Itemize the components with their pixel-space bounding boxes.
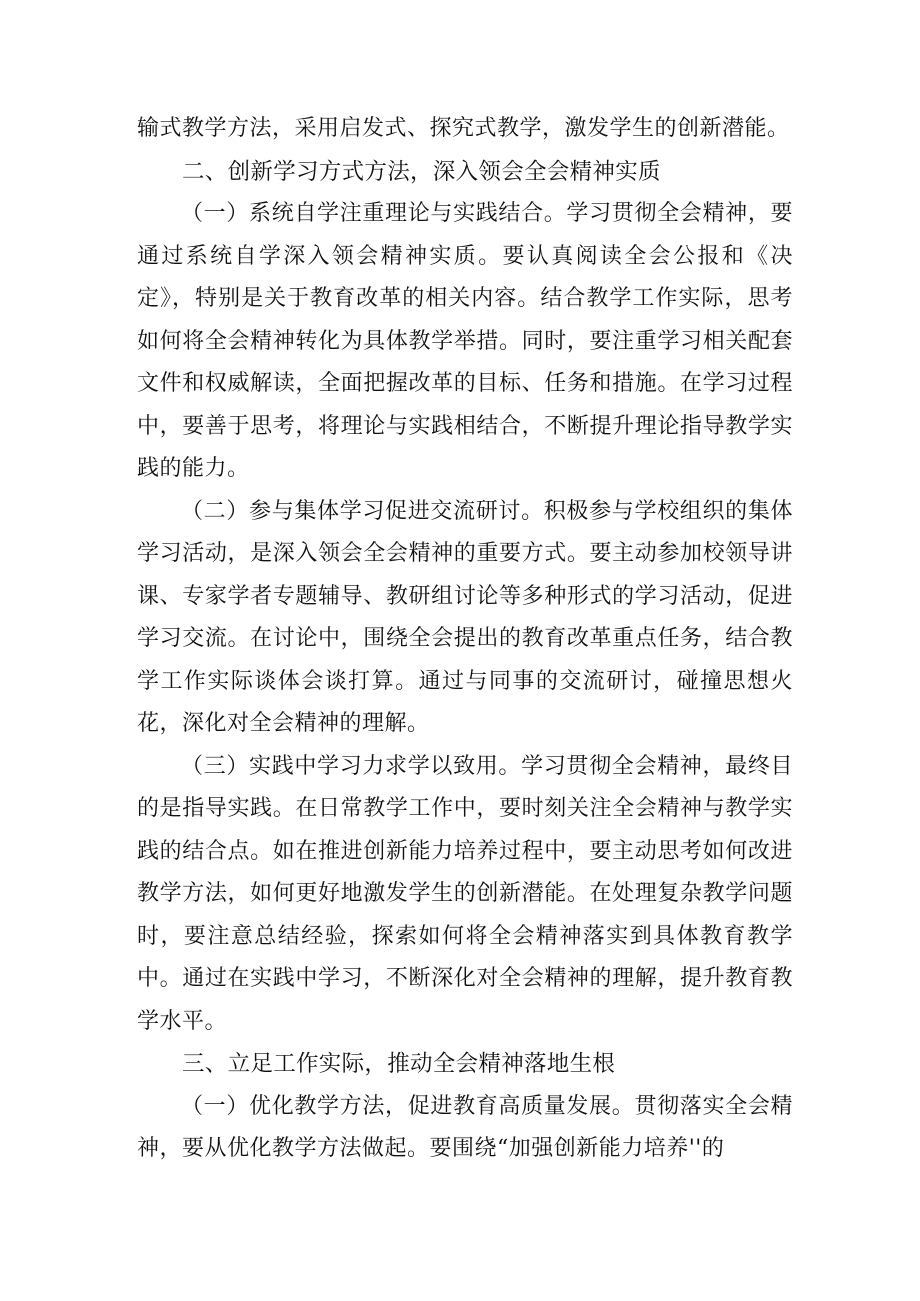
paragraph-3-1: （一）优化教学方法，促进教育高质量发展。贯彻落实全会精神，要从优化教学方法做起。要围绕“加强创新能力培养''的 xyxy=(137,1093,793,1161)
continued-paragraph: 输式教学方法，采用启发式、探究式教学，激发学生的创新潜能。 xyxy=(137,116,790,141)
paragraph-2-2: （二）参与集体学习促进交流研讨。积极参与学校组织的集体学习活动，是深入领会全会精神的重要方式。要主动参加校领导讲课、专家学者专题辅导、教研组讨论等多种形式的学习活动，促进学习交流。在讨论中，围绕全会提出的教育改革重点任务，结合教学工作实际谈体会谈打算。通过与同事的交流研讨，碰撞思想火花，深化对全会精神的理解。 xyxy=(137,498,793,736)
section-heading-2: 二、创新学习方式方法，深入领会全会精神实质 xyxy=(182,158,661,185)
document-body xyxy=(137,108,793,1171)
paragraph-2-3: （三）实践中学习力求学以致用。学习贯彻全会精神，最终目的是指导实践。在日常教学工作中，要时刻关注全会精神与教学实践的结合点。如在推进创新能力培养过程中，要主动思考如何改进教学方法，如何更好地激发学生的创新潜能。在处理复杂教学问题时，要注意总结经验，探索如何将全会精神落实到具体教育教学中。通过在实践中学习，不断深化对全会精神的理解，提升教育教学水平。 xyxy=(137,753,793,1034)
section-heading-3: 三、立足工作实际，推动全会精神落地生根 xyxy=(182,1051,616,1077)
paragraph-2-1: （一）系统自学注重理论与实践结合。学习贯彻全会精神，要通过系统自学深入领会精神实质。要认真阅读全会公报和《决定》，特别是关于教育改革的相关内容。结合教学工作实际，思考如何将全会精神转化为具体教学举措。同时，要注重学习相关配套文件和权威解读，全面把握改革的目标、任务和措施。在学习过程中，要善于思考，将理论与实践相结合，不断提升理论指导教学实践的能力。 xyxy=(137,201,793,481)
